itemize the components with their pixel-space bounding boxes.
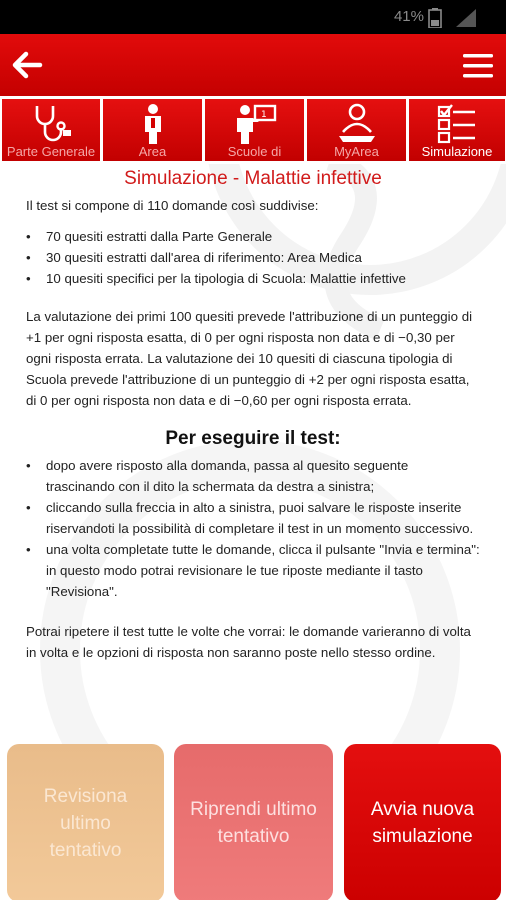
list-item: • dopo avere risposto alla domanda, passa al quesito seguente trascinando con il dito la schermata da destra a sinistra; [26, 455, 480, 497]
list-item: • una volta completate tutte le domande, clicca il pulsante "Invia e termina": in questo modo potrai revisionare le tue riposte mediante il tasto "Revisiona". [26, 539, 480, 602]
page-title: Simulazione - Malattie infettive [124, 168, 382, 189]
list-item: • 10 quesiti specifici per la tipologia di Scuola: Malattie infettive [26, 268, 480, 289]
composition-list [26, 226, 480, 289]
review-last-attempt-button[interactable] [7, 744, 164, 900]
action-buttons [0, 742, 506, 900]
back-arrow-icon[interactable] [10, 49, 46, 81]
doctor-icon [131, 102, 175, 146]
tab-parte-generale[interactable] [1, 98, 101, 162]
tab-area[interactable] [102, 98, 203, 162]
tab-simulazione[interactable] [408, 98, 506, 162]
button-label-line: simulazione [372, 826, 473, 847]
steps-list [26, 455, 480, 602]
svg-text:1: 1 [260, 110, 267, 120]
button-label-line: Avvia nuova [370, 799, 475, 820]
stethoscope-icon [29, 102, 73, 146]
list-item: • cliccando sulla freccia in alto a sinistra, puoi salvare le risposte inserite riservandoti la possibilità di completare il test in un momento successivo. [26, 497, 480, 539]
status-bar [0, 0, 506, 34]
student-desk-icon [335, 102, 379, 146]
how-to-title: Per eseguire il test: [165, 428, 341, 449]
teacher-board-icon [233, 102, 277, 146]
section-tabs [0, 96, 506, 164]
start-new-simulation-button[interactable] [344, 744, 501, 900]
checklist-icon [435, 102, 479, 146]
info-content [0, 164, 506, 742]
tab-myarea[interactable] [306, 98, 407, 162]
button-label-line: Revisiona ultimo [43, 785, 128, 834]
signal-icon [456, 9, 476, 27]
list-item: • 30 quesiti estratti dall'area di riferimento: Area Medica [26, 247, 480, 268]
tab-label: Parte Generale [6, 144, 96, 159]
button-label-line: Riprendi ultimo [190, 799, 317, 820]
button-label-line: tentativo [49, 839, 122, 861]
tab-label: Area [138, 144, 167, 159]
battery-level: 41% [393, 8, 424, 25]
resume-last-attempt-button[interactable] [174, 744, 333, 900]
tab-label: MyArea [334, 144, 379, 159]
tab-label: Simulazione [421, 144, 493, 159]
intro-text: Il test si compone di 110 domande così suddivise: [26, 198, 319, 213]
tab-scuole-di[interactable] [204, 98, 305, 162]
list-item: • 70 quesiti estratti dalla Parte Generale [26, 226, 480, 247]
tab-label: Scuole di [227, 144, 282, 159]
hamburger-menu-icon[interactable] [462, 52, 494, 80]
button-label-line: tentativo [217, 826, 290, 847]
outro-text: Potrai ripetere il test tutte le volte che vorrai: le domande varieranno di volta in volta e le opzioni di risposta non saranno poste nello stesso ordine. [26, 624, 471, 660]
battery-icon [428, 8, 442, 28]
app-bar [0, 34, 506, 96]
valuation-text: La valutazione dei primi 100 quesiti prevede l'attribuzione di un punteggio di +1 per ogni risposta esatta, di 0 per ogni risposta non data e di −0,30 per ogni risposta errata. La valutazione dei 10 quesiti di ciascuna tipologia di Scuola prevede l'attribuzione di un punteggio di +2 per ogni risposta esatta, di 0 per ogni risposta non data e di −0,60 per ogni risposta errata. [26, 309, 473, 408]
